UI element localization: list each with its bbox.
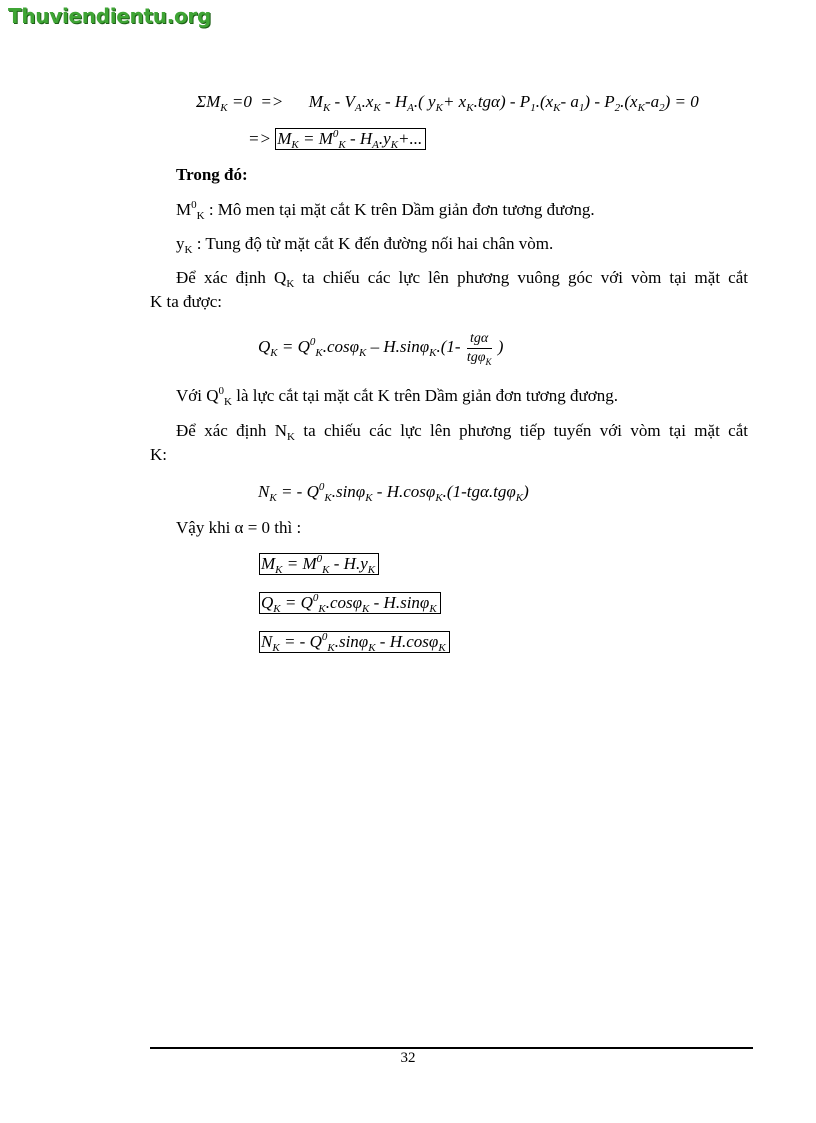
q0-prefix: Với Q	[176, 386, 219, 405]
moment-equilibrium-equation: $\Sigma M_K =0$ => $M_K - V_A.x_K - H_A$.( $y_K+ x_K.tg\alpha) - P_1.(x_K-$ $a_1) - P_2.(x_K-a_2) = 0$	[196, 92, 699, 114]
qk-intro-line1: Để xác định $Q_K$ ta chiếu các lực lên phương vuông góc với vòm tại mặt cắt	[176, 268, 748, 290]
nk-intro-line2: K:	[150, 445, 167, 464]
page-number: 32	[400, 1050, 416, 1066]
tg-fraction: $\frac{\text{tgα}}{tg\varphi_K}$	[466, 330, 492, 367]
boxed-moment-formula: $M_K = M^0_K - H.y_K$	[259, 553, 379, 575]
footer-rule	[150, 1047, 753, 1049]
m0k-definition: $M^0_K$ : Mô men tại mặt cắt K trên Dầm giản đơn tương đương.	[176, 199, 595, 222]
normal-force-formula: $N_K$ = - $Q^0_K.\sin\varphi_K - H.\cos\varphi_K.(1-tg\alpha.tg\varphi_K)$	[258, 481, 529, 504]
nk-intro-line1: Để xác định $N_K$ ta chiếu các lực lên phương tiếp tuyến với vòm tại mặt cắt	[176, 421, 748, 443]
nk-intro-prefix: Để xác định N	[176, 421, 288, 440]
vay-khi-line: Vậy khi α = 0 thì :	[176, 518, 302, 537]
yk-description: : Tung độ từ mặt cắt K đến đường nối hai chân vòm.	[196, 234, 554, 253]
qk-intro-line2: K ta được:	[150, 292, 223, 311]
m0k-description: : Mô men tại mặt cắt K trên Dầm giản đơn tương đương.	[208, 200, 595, 219]
yk-definition: $y_K$ : Tung độ từ mặt cắt K đến đường nối hai chân vòm.	[176, 234, 554, 256]
boxed-shear-formula: $Q_K = Q^0_K.\cos\varphi_K - H.\sin\varphi_K$	[259, 592, 441, 614]
shear-force-formula: $Q_K = Q^0_K.\cos\varphi_K - H.\sin\varphi_K.(1-$ $\frac{\text{tgα}}{tg\varphi_K}$ )	[258, 330, 504, 367]
boxed-normal-formula: $N_K$ = - $Q^0_K.\sin\varphi_K - H.\cos\varphi_K$	[259, 631, 450, 653]
qk-intro-suffix: ta chiếu các lực lên phương vuông góc với vòm tại mặt cắt	[294, 268, 748, 287]
q0-definition: Với $Q^0_K$ là lực cắt tại mặt cắt K trên Dầm giản đơn tương đương.	[176, 385, 618, 408]
nk-intro-suffix: ta chiếu các lực lên phương tiếp tuyến với vòm tại mặt cắt	[294, 421, 748, 440]
qk-intro-prefix: Để xác định Q	[176, 268, 287, 287]
moment-result-equation: => $M_K = M^0_K - H_A.y_K+$...	[248, 128, 426, 150]
site-watermark: Thuviendientu.org	[8, 4, 212, 28]
trong-do-heading: Trong đó:	[176, 165, 248, 184]
q0-description: là lực cắt tại mặt cắt K trên Dầm giản đơn tương đương.	[231, 386, 618, 405]
